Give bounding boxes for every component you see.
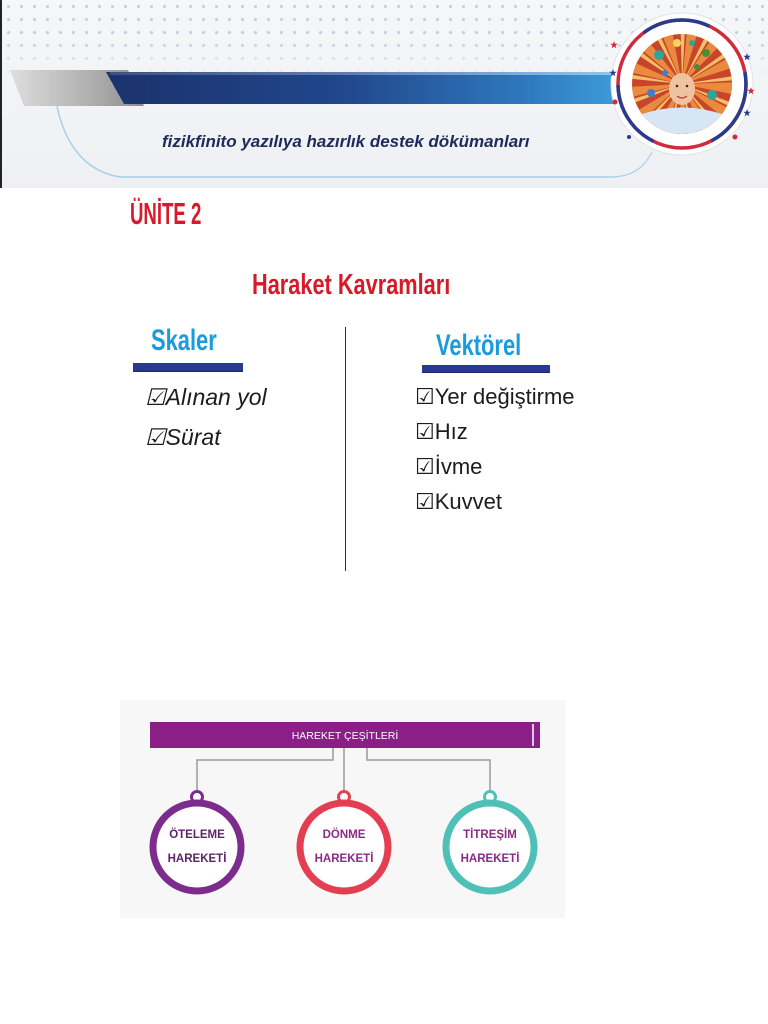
star-icon (610, 41, 618, 48)
header-tagline: fizikfinito yazılıya hazırlık destek dökümanları (162, 132, 530, 151)
scalar-item: ☑Alınan yol (145, 384, 267, 410)
scalar-heading: Skaler (151, 324, 217, 357)
vector-item: ☑Hız (415, 419, 468, 444)
vector-item: ☑Kuvvet (415, 489, 502, 514)
motion-type-label: HAREKETİ (167, 853, 227, 865)
connector-line (367, 748, 490, 792)
dot-icon (613, 100, 618, 105)
profile-photo (632, 34, 732, 134)
motion-type-label: ÖTELEME (169, 829, 225, 841)
motion-type-label: TİTREŞİM (463, 829, 517, 841)
scalar-item: ☑Sürat (145, 424, 221, 450)
vector-item: ☑İvme (415, 454, 483, 479)
scalar-underline (133, 363, 243, 371)
motion-types-title: HAREKET ÇEŞİTLERİ (291, 730, 399, 742)
vector-heading: Vektörel (436, 329, 522, 362)
scalar-list (145, 377, 267, 457)
section-title: Haraket Kavramları (252, 269, 451, 301)
motion-type-donme (300, 792, 388, 892)
motion-type-label: HAREKETİ (314, 853, 374, 865)
profile-badge (607, 9, 757, 159)
dot-icon (627, 135, 631, 139)
vector-list (415, 379, 575, 519)
dot-icon (733, 135, 738, 140)
motion-type-ring (300, 803, 388, 891)
motion-type-ring (153, 803, 241, 891)
connector-line (197, 748, 333, 792)
motion-type-oteleme (153, 792, 241, 892)
column-divider (345, 327, 346, 571)
vector-underline (422, 365, 550, 372)
motion-type-titresim (446, 792, 534, 892)
vector-item: ☑Yer değiştirme (415, 384, 575, 409)
motion-type-label: HAREKETİ (460, 853, 520, 865)
motion-type-label: DÖNME (322, 829, 366, 841)
unit-label: ÜNİTE 2 (130, 196, 202, 231)
motion-type-ring (446, 803, 534, 891)
motion-types-diagram (120, 700, 565, 918)
